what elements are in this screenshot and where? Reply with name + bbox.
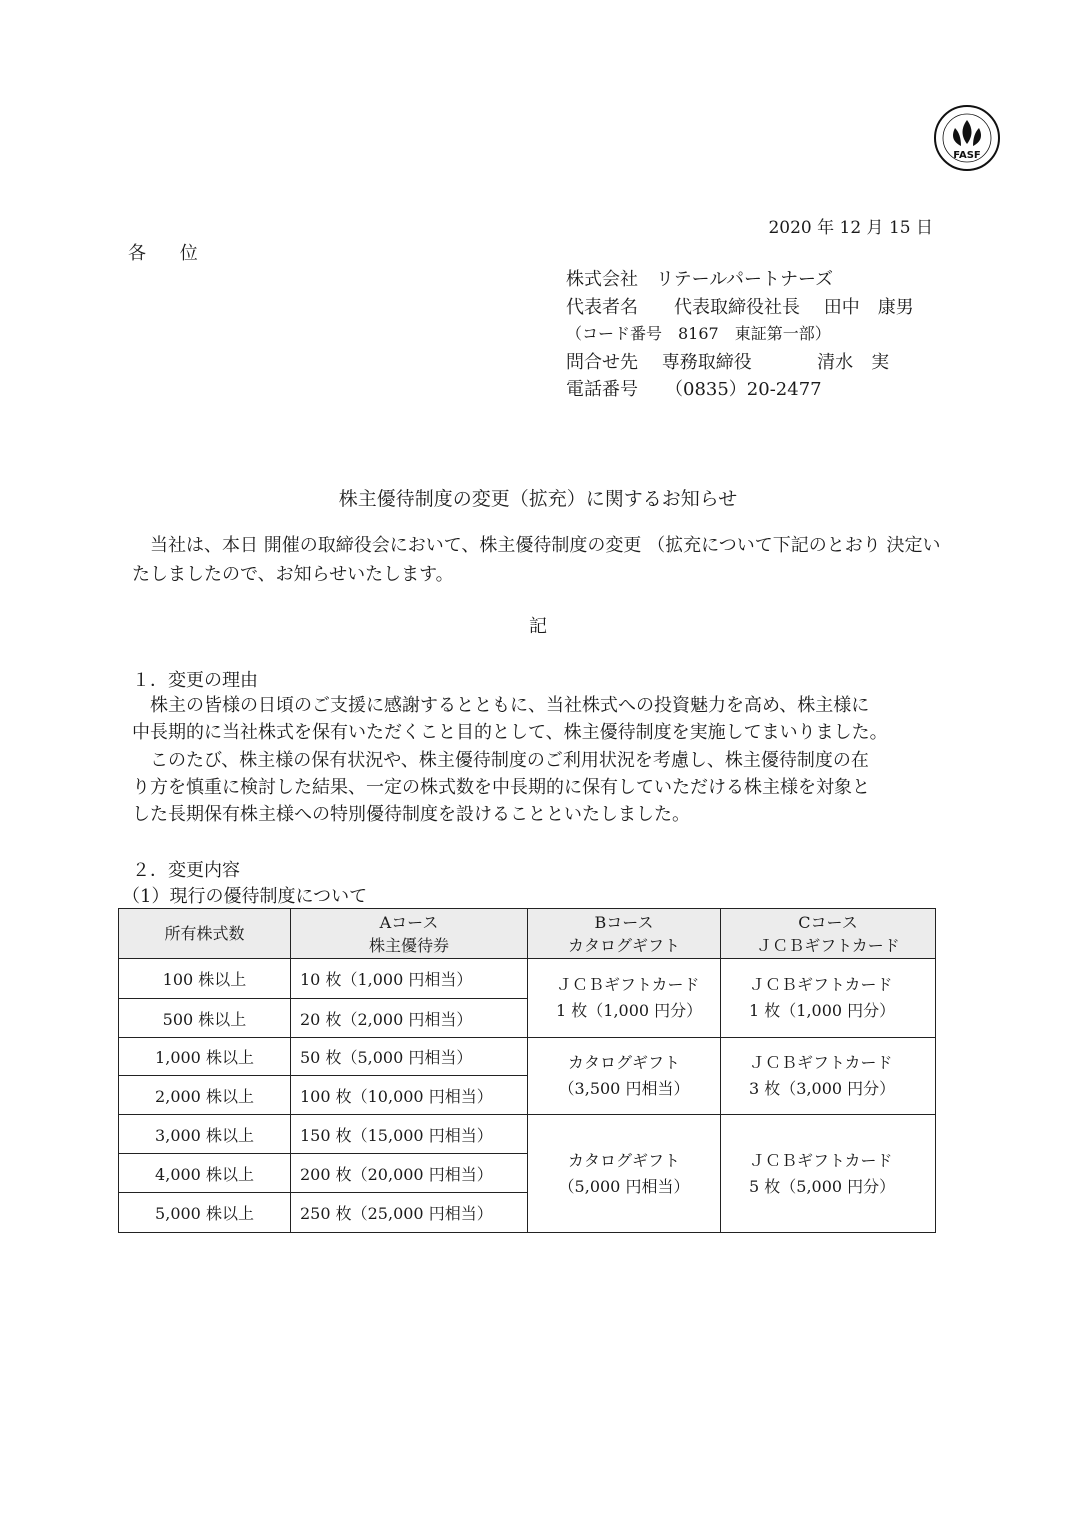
course-b-cell — [528, 1115, 721, 1233]
intro-text: 当社は、本日 開催の取締役会において、株主優待制度の変更 （拡充について下記のとおり 決定いたしましたので、お知らせいたします。 — [132, 535, 941, 585]
table-row — [119, 1038, 936, 1076]
header-shares: 所有株式数 — [119, 909, 291, 959]
course-c-cell — [721, 1038, 936, 1115]
section1-line: り方を慎重に検討した結果、一定の株式数を中長期的に保有していただける株主様を対象と — [132, 777, 870, 798]
section2-heading: ２．変更内容 — [132, 860, 240, 881]
addressee: 各 位 — [128, 243, 212, 264]
shares-cell: 1,000 株以上 — [119, 1038, 291, 1076]
course-b-line2: 1 枚（1,000 円分） — [556, 1001, 703, 1020]
shares-cell: 2,000 株以上 — [119, 1076, 291, 1115]
phone-number: 電話番号 （0835）20-2477 — [566, 379, 822, 400]
course-b-cell — [528, 1038, 721, 1115]
shares-cell: 100 株以上 — [119, 959, 291, 999]
course-b-cell — [528, 959, 721, 1038]
course-c-line1: ＪＣＢギフトカード — [749, 1150, 893, 1170]
benefit-table — [118, 908, 936, 1233]
course-a-cell: 150 枚（15,000 円相当） — [291, 1115, 528, 1154]
table-header-row — [119, 909, 936, 959]
shares-cell: 5,000 株以上 — [119, 1193, 291, 1233]
course-c-line1: ＪＣＢギフトカード — [749, 975, 893, 994]
ki-marker: 記 — [529, 616, 547, 637]
header-c-line1: Cコース — [798, 912, 858, 932]
course-a-cell: 250 枚（25,000 円相当） — [291, 1193, 528, 1233]
course-a-cell: 200 枚（20,000 円相当） — [291, 1154, 528, 1193]
intro-paragraph — [132, 531, 947, 589]
course-a-cell: 10 枚（1,000 円相当） — [291, 959, 528, 999]
table-row — [119, 959, 936, 999]
section2-subheading: （1）現行の優待制度について — [122, 886, 368, 907]
section1-line: このたび、株主様の保有状況や、株主優待制度のご利用状況を考慮し、株主優待制度の在 — [132, 750, 869, 771]
shares-cell: 500 株以上 — [119, 999, 291, 1038]
shares-cell: 4,000 株以上 — [119, 1154, 291, 1193]
section1-line: 株主の皆様の日頃のご支援に感謝するとともに、当社株式への投資魅力を高め、株主様に — [132, 695, 870, 716]
course-a-cell: 100 枚（10,000 円相当） — [291, 1076, 528, 1115]
company-name: 株式会社 リテールパートナーズ — [566, 269, 834, 290]
course-c-line2: 3 枚（3,000 円分） — [749, 1079, 896, 1098]
document-title: 株主優待制度の変更（拡充）に関するお知らせ — [338, 488, 738, 510]
contact-person: 問合せ先 専務取締役 清水 実 — [566, 352, 890, 373]
header-b-line1: Bコース — [594, 912, 654, 932]
header-a-line1: Aコース — [379, 912, 439, 932]
course-c-cell — [721, 1115, 936, 1233]
issue-date: 2020 年 12 月 15 日 — [768, 218, 933, 238]
header-course-c — [721, 909, 936, 959]
header-course-a — [291, 909, 528, 959]
course-c-line2: 5 枚（5,000 円分） — [749, 1176, 896, 1196]
table-row — [119, 1115, 936, 1154]
course-c-line2: 1 枚（1,000 円分） — [749, 1001, 896, 1020]
header-c-line2: ＪＣＢギフトカード — [756, 935, 900, 955]
course-c-cell — [721, 959, 936, 1038]
header-a-line2: 株主優待券 — [368, 935, 449, 955]
section1-line: した長期保有株主様への特別優待制度を設けることといたしました。 — [132, 804, 690, 825]
course-a-cell: 50 枚（5,000 円相当） — [291, 1038, 528, 1076]
stock-code: （コード番号 8167 東証第一部） — [566, 324, 831, 343]
shares-cell: 3,000 株以上 — [119, 1115, 291, 1154]
logo-text: FASF — [953, 150, 981, 161]
course-c-line1: ＪＣＢギフトカード — [749, 1053, 893, 1072]
section1-line: 中長期的に当社株式を保有いただくこと目的として、株主優待制度を実施してまいりました。 — [132, 722, 888, 743]
course-b-line1: カタログギフト — [567, 1053, 680, 1072]
section1-heading: １．変更の理由 — [132, 670, 258, 691]
course-b-line1: ＪＣＢギフトカード — [556, 975, 700, 994]
course-b-line1: カタログギフト — [567, 1150, 680, 1170]
course-b-line2: （5,000 円相当） — [558, 1176, 690, 1196]
header-b-line2: カタログギフト — [567, 935, 680, 955]
fasf-logo — [933, 104, 1001, 172]
header-course-b — [528, 909, 721, 959]
representative-name: 代表者名 代表取締役社長 田中 康男 — [566, 297, 914, 318]
course-a-cell: 20 枚（2,000 円相当） — [291, 999, 528, 1038]
course-b-line2: （3,500 円相当） — [558, 1079, 690, 1098]
